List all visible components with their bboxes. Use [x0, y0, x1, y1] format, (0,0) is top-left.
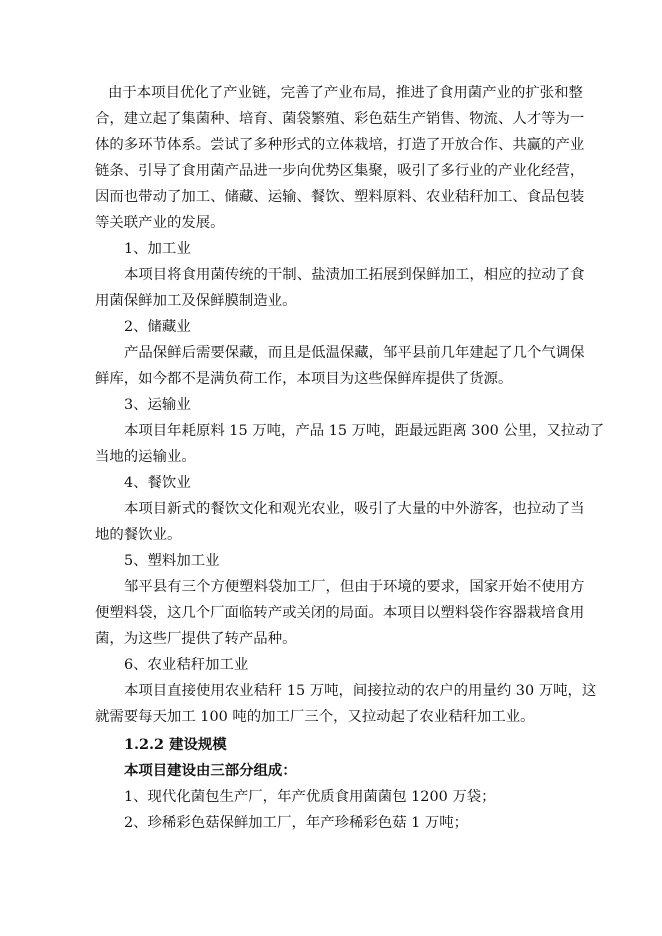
intro-line: 等关联产业的发展。 [95, 215, 225, 231]
section-heading: 6、农业秸秆加工业 [124, 657, 249, 673]
section-line: 菌，为这些厂提供了转产品种。 [95, 631, 297, 647]
section-line: 产品保鲜后需要保藏，而且是低温保藏，邹平县前几年建起了几个气调保 [124, 345, 585, 361]
section-line: 就需要每天加工 100 吨的加工厂三个，又拉动起了农业秸秆加工业。 [95, 709, 535, 725]
section-line: 本项目直接使用农业秸秆 15 万吨，间接拉动的农户的用量约 30 万吨，这 [124, 683, 597, 699]
section-heading: 5、塑料加工业 [124, 553, 220, 569]
section-line: 本项目年耗原料 15 万吨，产品 15 万吨，距最远距离 300 公里，又拉动了 [124, 423, 605, 439]
list-item: 2、珍稀彩色菇保鲜加工厂，年产珍稀彩色菇 1 万吨； [124, 815, 469, 831]
section-line: 用菌保鲜加工及保鲜膜制造业。 [95, 293, 297, 309]
section-heading: 4、餐饮业 [124, 475, 191, 491]
section-line: 本项目新式的餐饮文化和观光农业，吸引了大量的中外游客，也拉动了当 [124, 501, 585, 517]
intro-line: 因而也带动了加工、储藏、运输、餐饮、塑料原料、农业秸秆加工、食品包装 [95, 189, 585, 205]
intro-line: 体的多环节体系。尝试了多种形式的立体栽培，打造了开放合作、共赢的产业 [95, 137, 585, 153]
section-line: 鲜库，如今都不是满负荷工作，本项目为这些保鲜库提供了货源。 [95, 371, 513, 387]
section-line: 本项目将食用菌传统的干制、盐渍加工拓展到保鲜加工，相应的拉动了食 [124, 267, 585, 283]
section-heading: 3、运输业 [124, 397, 191, 413]
section-line: 地的餐饮业。 [95, 527, 182, 543]
subsection-heading: 1.2.2 建设规模 [124, 736, 227, 753]
section-line: 当地的运输业。 [95, 449, 196, 465]
list-item: 1、现代化菌包生产厂，年产优质食用菌菌包 1200 万袋； [124, 789, 496, 805]
section-heading: 2、储藏业 [124, 319, 191, 335]
subsection-lead: 本项目建设由三部分组成： [124, 762, 297, 779]
section-line: 邹平县有三个方便塑料袋加工厂，但由于环境的要求，国家开始不使用方 [124, 579, 585, 595]
section-heading: 1、加工业 [124, 241, 191, 257]
section-line: 便塑料袋，这几个厂面临转产或关闭的局面。本项目以塑料袋作容器栽培食用 [95, 605, 585, 621]
intro-line: 合，建立起了集菌种、培育、菌袋繁殖、彩色菇生产销售、物流、人才等为一 [95, 111, 585, 127]
intro-line: 由于本项目优化了产业链，完善了产业布局，推进了食用菌产业的扩张和整 [108, 85, 583, 101]
intro-line: 链条、引导了食用菌产品进一步向优势区集聚，吸引了多行业的产业化经营， [95, 163, 585, 179]
